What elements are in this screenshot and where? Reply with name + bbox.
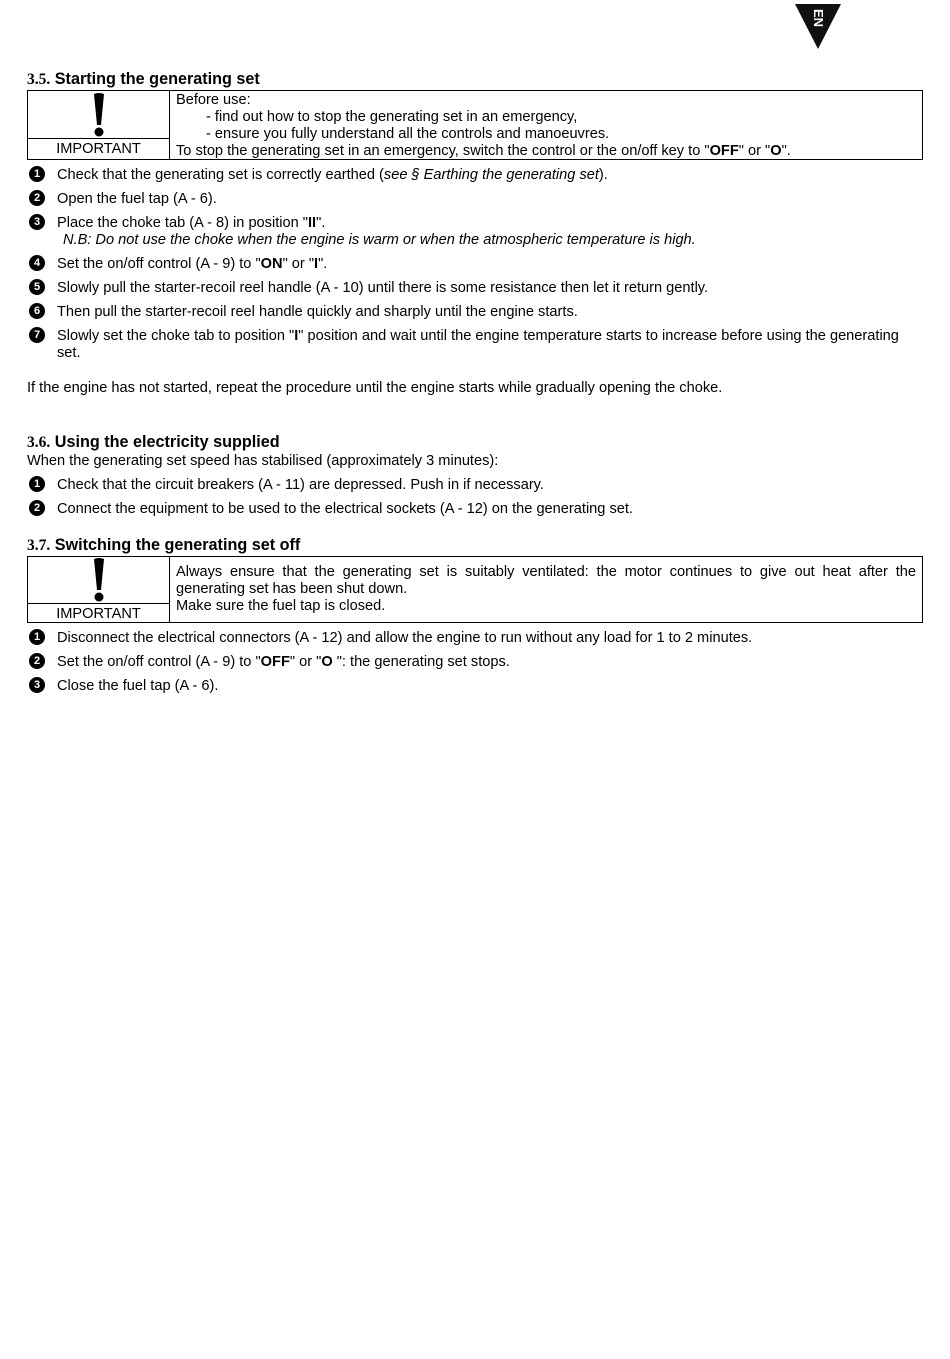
note-line: Make sure the fuel tap is closed. [176,598,386,614]
text-run: Place the choke tab (A - 8) in position " [57,215,308,231]
text-run: ". [318,256,328,272]
step-text: Close the fuel tap (A - 6). [57,678,219,694]
section-heading: Using the electricity supplied [54,433,280,451]
step-number-icon: 1 [29,629,45,645]
step-item [27,654,923,671]
text-run: ). [598,167,608,183]
step-number-icon: 7 [29,327,45,343]
step-item [27,501,923,518]
step-text: Disconnect the electrical connectors (A - 12) and allow the engine to run without any load for 1 to 2 minutes. [57,630,753,646]
step-number-icon: 2 [29,500,45,516]
step-number-icon: 1 [29,166,45,182]
paragraph: If the engine has not started, repeat the procedure until the engine starts while gradually opening the choke. [27,380,723,396]
text-run: ": the generating set stops. [332,654,510,670]
step-text: Slowly pull the starter-recoil reel handle (A - 10) until there is some resistance then let it return gently. [57,280,709,296]
text-run: " or " [289,654,322,670]
step-number-icon: 5 [29,279,45,295]
note-line: - find out how to stop the generating set in an emergency, [206,109,578,125]
step-text: Then pull the starter-recoil reel handle quickly and sharply until the engine starts. [57,304,578,320]
section-number: 3.7. [27,537,51,554]
step-item [27,256,923,273]
exclamation-icon [28,557,169,603]
important-note-box [27,556,923,623]
exclamation-icon [28,91,169,138]
text-run-bold: I [294,328,299,344]
important-label: IMPORTANT [28,138,169,159]
language-badge [793,2,843,50]
step-number-icon: 1 [29,476,45,492]
step-item [27,304,923,321]
text-run: ". [316,215,326,231]
step-number-icon: 3 [29,677,45,693]
paragraph: When the generating set speed has stabilised (approximately 3 minutes): [27,453,499,469]
step-note: N.B: Do not use the choke when the engine is warm or when the atmospheric temperature is high. [63,232,696,248]
important-note-box [27,90,923,160]
note-line: Before use: [176,92,251,108]
text-run-italic: see § Earthing the generating set [383,167,599,183]
step-item [27,167,923,184]
step-item [27,280,923,297]
section-title-3-7 [27,535,923,556]
note-line: Always ensure that the generating set is suitably ventilated: the motor continues to give out heat after the generating set has been shut down. [176,564,916,597]
text-run: Check that the generating set is correctly earthed ( [57,167,384,183]
section-heading: Starting the generating set [54,70,260,88]
section-heading: Switching the generating set off [54,536,301,554]
step-number-icon: 2 [29,190,45,206]
text-run: Slowly set the choke tab to position " [57,328,295,344]
step-text [57,328,923,362]
section-number: 3.5. [27,71,51,88]
text-run: Set the on/off control (A - 9) to " [57,654,261,670]
text-run: " or " [282,256,315,272]
step-item [27,678,923,695]
language-flag-icon [793,2,843,50]
step-text [57,654,923,671]
note-text [170,91,922,159]
step-number-icon: 4 [29,255,45,271]
note-label-cell [28,557,170,622]
note-line [176,143,916,160]
step-line [57,215,923,232]
step-item [27,191,923,208]
text-run-bold: O [321,654,333,670]
section-title-3-5 [27,69,923,90]
step-text: Connect the equipment to be used to the electrical sockets (A - 12) on the generating set. [57,501,633,517]
text-run-bold: O [770,143,782,159]
text-run-bold: I [314,256,319,272]
section-title-3-6 [27,432,923,453]
language-code: EN [811,8,826,28]
step-number-icon: 3 [29,214,45,230]
text-run: ". [781,143,791,159]
text-run: Set the on/off control (A - 9) to " [57,256,261,272]
step-text [57,167,923,184]
text-run-bold: II [307,215,317,231]
text-run-bold: OFF [260,654,290,670]
step-number-icon: 6 [29,303,45,319]
step-item [27,328,923,362]
text-run: " or " [738,143,771,159]
text-run-bold: ON [260,256,283,272]
step-item [27,630,923,647]
text-run: To stop the generating set in an emergency, switch the control or the on/off key to " [176,143,710,159]
note-line: - ensure you fully understand all the controls and manoeuvres. [206,126,610,142]
section-number: 3.6. [27,434,51,451]
text-run: " position and wait until the engine temperature starts to increase before using the generating set. [57,328,899,361]
important-label: IMPORTANT [28,603,169,624]
step-text: Check that the circuit breakers (A - 11) are depressed. Push in if necessary. [57,477,544,493]
step-text: Open the fuel tap (A - 6). [57,191,217,207]
step-text [57,215,923,249]
text-run-bold: OFF [709,143,739,159]
step-item [27,477,923,494]
step-number-icon: 2 [29,653,45,669]
note-text [170,557,922,622]
step-text [57,256,923,273]
note-label-cell [28,91,170,159]
step-item [27,215,923,249]
